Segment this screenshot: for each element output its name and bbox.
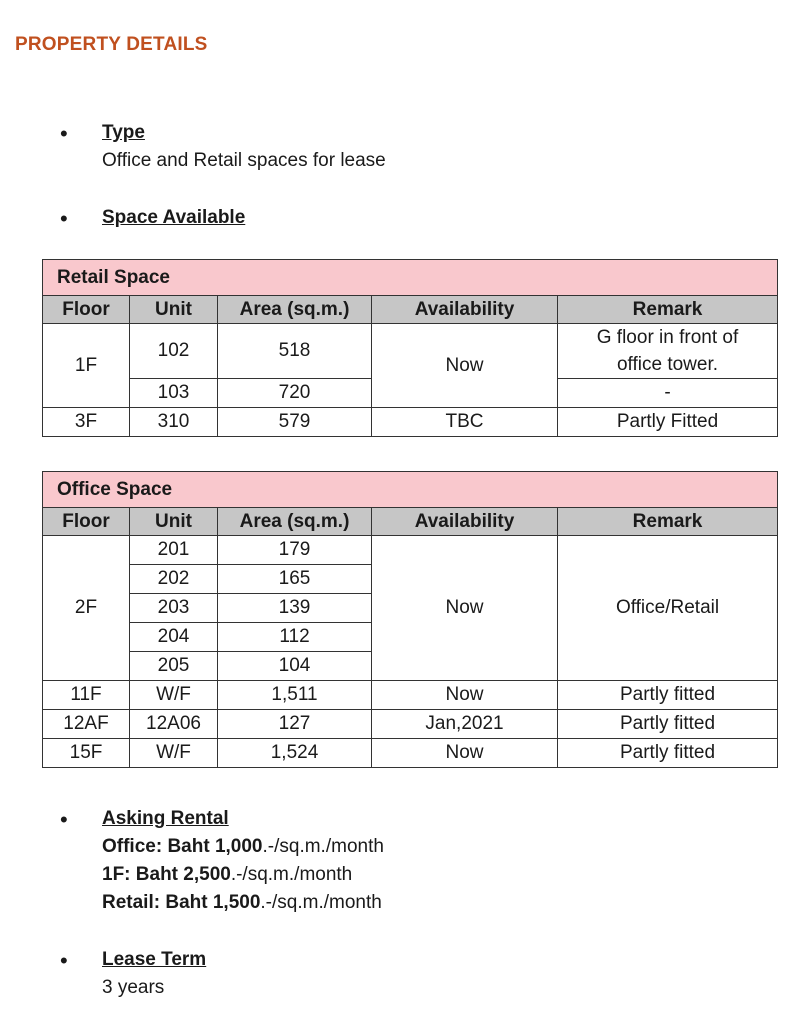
rental-suffix: .-/sq.m./month bbox=[262, 836, 384, 857]
availability-cell: Now bbox=[372, 739, 558, 768]
floor-cell: 12AF bbox=[43, 710, 130, 739]
retail-space-table bbox=[42, 259, 778, 437]
area-cell: 165 bbox=[218, 565, 372, 594]
area-cell: 104 bbox=[218, 652, 372, 681]
table-row bbox=[43, 710, 778, 739]
availability-cell: Now bbox=[372, 536, 558, 681]
area-cell: 1,524 bbox=[218, 739, 372, 768]
remark-cell: - bbox=[558, 379, 778, 408]
rental-label: Retail: Baht 1,500 bbox=[102, 892, 261, 913]
unit-cell: 12A06 bbox=[130, 710, 218, 739]
office-space-table bbox=[42, 471, 778, 768]
rental-suffix: .-/sq.m./month bbox=[230, 864, 353, 885]
rental-label: 1F: Baht 2,500 bbox=[102, 864, 231, 885]
area-cell: 1,511 bbox=[218, 681, 372, 710]
floor-cell: 1F bbox=[43, 324, 130, 408]
unit-cell: 204 bbox=[130, 623, 218, 652]
column-header-unit: Unit bbox=[130, 296, 218, 324]
area-cell: 720 bbox=[218, 379, 372, 408]
remark-cell: Partly Fitted bbox=[558, 408, 778, 437]
unit-cell: 201 bbox=[130, 536, 218, 565]
column-header-area: Area (sq.m.) bbox=[218, 296, 372, 324]
column-header-floor: Floor bbox=[43, 296, 130, 324]
remark-cell bbox=[558, 324, 778, 379]
unit-cell: W/F bbox=[130, 681, 218, 710]
office-table-caption: Office Space bbox=[43, 472, 778, 508]
bullet-icon: • bbox=[60, 948, 68, 973]
column-header-floor: Floor bbox=[43, 508, 130, 536]
bullet-icon: • bbox=[60, 121, 68, 146]
bullet-icon: • bbox=[60, 206, 68, 231]
lease-term-text: 3 years bbox=[102, 977, 165, 998]
area-cell: 579 bbox=[218, 408, 372, 437]
floor-cell: 15F bbox=[43, 739, 130, 768]
asking-rental-heading: Asking Rental bbox=[102, 808, 229, 829]
column-header-area: Area (sq.m.) bbox=[218, 508, 372, 536]
column-header-remark: Remark bbox=[558, 296, 778, 324]
remark-line: office tower. bbox=[616, 354, 719, 375]
remark-line: G floor in front of bbox=[596, 327, 739, 348]
remark-cell: Partly fitted bbox=[558, 681, 778, 710]
rental-line-1f bbox=[102, 864, 352, 886]
column-header-unit: Unit bbox=[130, 508, 218, 536]
floor-cell: 3F bbox=[43, 408, 130, 437]
type-text: Office and Retail spaces for lease bbox=[102, 150, 386, 171]
column-header-availability: Availability bbox=[372, 508, 558, 536]
unit-cell: 203 bbox=[130, 594, 218, 623]
column-header-remark: Remark bbox=[558, 508, 778, 536]
rental-suffix: .-/sq.m./month bbox=[260, 892, 382, 913]
rental-label: Office: Baht 1,000 bbox=[102, 836, 263, 857]
rental-line-retail bbox=[102, 892, 382, 914]
bullet-icon: • bbox=[60, 807, 68, 832]
availability-cell: TBC bbox=[372, 408, 558, 437]
unit-cell: 205 bbox=[130, 652, 218, 681]
area-cell: 127 bbox=[218, 710, 372, 739]
table-row bbox=[43, 324, 778, 379]
unit-cell: 102 bbox=[130, 324, 218, 379]
area-cell: 518 bbox=[218, 324, 372, 379]
table-row bbox=[43, 739, 778, 768]
area-cell: 112 bbox=[218, 623, 372, 652]
unit-cell: 202 bbox=[130, 565, 218, 594]
table-row bbox=[43, 681, 778, 710]
availability-cell: Now bbox=[372, 681, 558, 710]
space-available-heading: Space Available bbox=[102, 207, 246, 228]
unit-cell: W/F bbox=[130, 739, 218, 768]
floor-cell: 11F bbox=[43, 681, 130, 710]
availability-cell: Jan,2021 bbox=[372, 710, 558, 739]
area-cell: 179 bbox=[218, 536, 372, 565]
column-header-availability: Availability bbox=[372, 296, 558, 324]
unit-cell: 310 bbox=[130, 408, 218, 437]
retail-table-caption: Retail Space bbox=[43, 260, 778, 296]
type-heading: Type bbox=[102, 122, 145, 143]
rental-line-office bbox=[102, 836, 384, 858]
remark-cell: Office/Retail bbox=[558, 536, 778, 681]
table-row bbox=[43, 408, 778, 437]
availability-cell: Now bbox=[372, 324, 558, 408]
table-row bbox=[43, 536, 778, 565]
floor-cell: 2F bbox=[43, 536, 130, 681]
lease-term-heading: Lease Term bbox=[102, 949, 207, 970]
remark-cell: Partly fitted bbox=[558, 739, 778, 768]
remark-cell: Partly fitted bbox=[558, 710, 778, 739]
page-title: PROPERTY DETAILS bbox=[15, 34, 208, 55]
unit-cell: 103 bbox=[130, 379, 218, 408]
area-cell: 139 bbox=[218, 594, 372, 623]
